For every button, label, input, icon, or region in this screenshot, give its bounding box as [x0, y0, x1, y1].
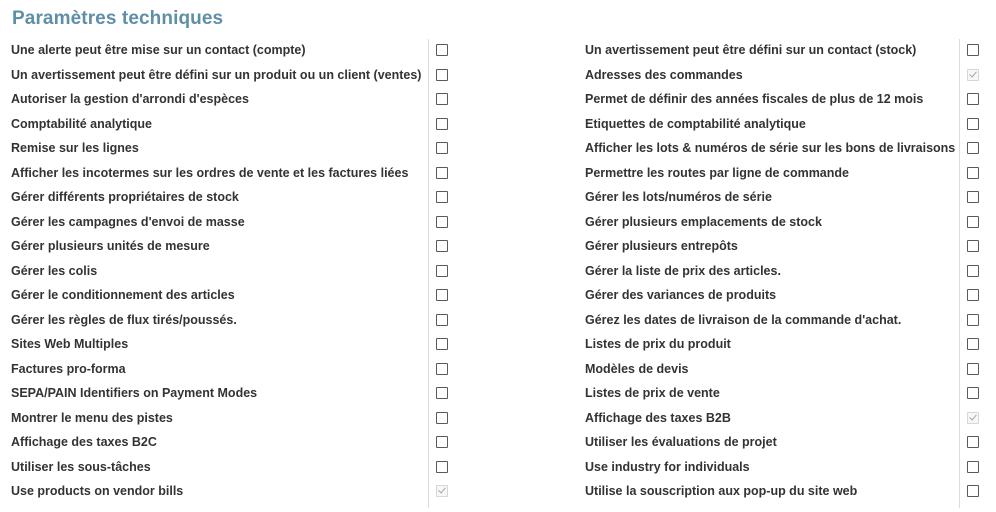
setting-checkbox[interactable]: [436, 485, 448, 497]
setting-row-adresses-des-commandes: [574, 64, 984, 89]
setting-row-use-industry-for-individuals: [574, 456, 984, 481]
setting-checkbox[interactable]: [436, 412, 448, 424]
settings-group-left: [0, 39, 456, 508]
setting-checkbox[interactable]: [436, 93, 448, 105]
setting-row-listes-de-prix-de-vente: [574, 382, 984, 407]
setting-label: Gérer plusieurs entrepôts: [585, 239, 738, 253]
setting-label: Listes de prix du produit: [585, 337, 731, 351]
setting-checkbox[interactable]: [967, 485, 979, 497]
setting-checkbox[interactable]: [967, 314, 979, 326]
setting-row-modeles-de-devis: [574, 358, 984, 383]
setting-label: Remise sur les lignes: [11, 141, 139, 155]
setting-label: Autoriser la gestion d'arrondi d'espèces: [11, 92, 249, 106]
setting-label: Gérer les campagnes d'envoi de masse: [11, 214, 245, 229]
setting-checkbox[interactable]: [967, 387, 979, 399]
setting-row-sites-web-multiples: [0, 333, 456, 358]
setting-label: Gérer des variances de produits: [585, 288, 777, 302]
setting-checkbox[interactable]: [436, 436, 448, 448]
setting-checkbox[interactable]: [967, 240, 979, 252]
setting-checkbox[interactable]: [436, 44, 448, 56]
setting-row-afficher-les-lots-numeros-de-serie-sur-l: [574, 137, 984, 162]
setting-label: Use industry for individuals: [585, 459, 750, 474]
setting-label: Gérer la liste de prix des articles.: [585, 263, 781, 278]
setting-checkbox[interactable]: [436, 240, 448, 252]
setting-row-un-avertissement-peut-etre-defini-sur-un: [0, 64, 456, 89]
setting-checkbox[interactable]: [967, 167, 979, 179]
setting-row-gerer-des-variances-de-produits: [574, 284, 984, 309]
setting-checkbox[interactable]: [967, 363, 979, 375]
setting-checkbox[interactable]: [967, 69, 979, 81]
setting-label: Utilise la souscription aux pop-up du site web: [585, 484, 858, 498]
setting-label: Listes de prix de vente: [585, 386, 720, 400]
page-title: Paramètres techniques: [12, 8, 224, 29]
setting-label: Affichage des taxes B2B: [585, 410, 731, 425]
setting-label: Gérer plusieurs emplacements de stock: [585, 214, 822, 229]
setting-checkbox[interactable]: [967, 191, 979, 203]
setting-label: Utiliser les sous-tâches: [11, 459, 151, 474]
setting-label: Permettre les routes par ligne de commande: [585, 165, 849, 180]
setting-row-gerer-plusieurs-emplacements-de-stock: [574, 211, 984, 236]
setting-row-use-products-on-vendor-bills: [0, 480, 456, 505]
setting-label: Un avertissement peut être défini sur un produit ou un client (ventes): [11, 67, 422, 82]
setting-row-comptabilite-analytique: [0, 113, 456, 138]
setting-label: Afficher les lots & numéros de série sur les bons de livraisons: [585, 141, 956, 155]
setting-checkbox[interactable]: [436, 338, 448, 350]
setting-label: Sites Web Multiples: [11, 337, 129, 351]
setting-label: Gérer le conditionnement des articles: [11, 288, 235, 302]
setting-row-affichage-des-taxes-b2b: [574, 407, 984, 432]
setting-row-permet-de-definir-des-annees-fiscales-de: [574, 88, 984, 113]
setting-checkbox[interactable]: [436, 265, 448, 277]
setting-row-gerer-les-campagnes-d-envoi-de-masse: [0, 211, 456, 236]
setting-label: Factures pro-forma: [11, 361, 126, 376]
setting-checkbox[interactable]: [967, 216, 979, 228]
setting-row-gerer-les-regles-de-flux-tires-pousses: [0, 309, 456, 334]
setting-label: SEPA/PAIN Identifiers on Payment Modes: [11, 386, 258, 400]
setting-checkbox[interactable]: [967, 338, 979, 350]
setting-row-un-avertissement-peut-etre-defini-sur-un: [574, 39, 984, 64]
setting-label: Montrer le menu des pistes: [11, 410, 173, 425]
setting-row-utilise-la-souscription-aux-pop-up-du-si: [574, 480, 984, 505]
setting-checkbox[interactable]: [967, 93, 979, 105]
setting-row-listes-de-prix-du-produit: [574, 333, 984, 358]
setting-checkbox[interactable]: [967, 412, 979, 424]
setting-label: Adresses des commandes: [585, 67, 743, 82]
setting-row-remise-sur-les-lignes: [0, 137, 456, 162]
setting-row-factures-pro-forma: [0, 358, 456, 383]
setting-row-gerer-les-lots-numeros-de-serie: [574, 186, 984, 211]
setting-checkbox[interactable]: [436, 191, 448, 203]
setting-label: Un avertissement peut être défini sur un contact (stock): [585, 43, 917, 57]
setting-checkbox[interactable]: [436, 289, 448, 301]
setting-label: Gérer plusieurs unités de mesure: [11, 239, 210, 253]
setting-checkbox[interactable]: [436, 461, 448, 473]
setting-label: Use products on vendor bills: [11, 484, 184, 498]
setting-label: Gérer les colis: [11, 263, 98, 278]
setting-row-gerer-la-liste-de-prix-des-articles: [574, 260, 984, 285]
setting-row-une-alerte-peut-etre-mise-sur-un-contact: [0, 39, 456, 64]
setting-checkbox[interactable]: [436, 387, 448, 399]
settings-group-right: [574, 39, 984, 508]
setting-row-gerez-les-dates-de-livraison-de-la-comma: [574, 309, 984, 334]
setting-row-utiliser-les-evaluations-de-projet: [574, 431, 984, 456]
setting-checkbox[interactable]: [967, 289, 979, 301]
setting-row-gerer-plusieurs-unites-de-mesure: [0, 235, 456, 260]
setting-checkbox[interactable]: [436, 314, 448, 326]
setting-row-gerer-les-colis: [0, 260, 456, 285]
setting-checkbox[interactable]: [436, 167, 448, 179]
setting-row-afficher-les-incotermes-sur-les-ordres-d: [0, 162, 456, 187]
setting-row-sepa-pain-identifiers-on-payment-modes: [0, 382, 456, 407]
setting-label: Etiquettes de comptabilité analytique: [585, 116, 806, 131]
setting-checkbox[interactable]: [967, 142, 979, 154]
setting-checkbox[interactable]: [436, 142, 448, 154]
setting-row-montrer-le-menu-des-pistes: [0, 407, 456, 432]
setting-label: Gérer différents propriétaires de stock: [11, 190, 239, 204]
setting-row-gerer-le-conditionnement-des-articles: [0, 284, 456, 309]
setting-label: Comptabilité analytique: [11, 116, 152, 131]
setting-label: Gérer les règles de flux tirés/poussés.: [11, 312, 237, 327]
setting-row-gerer-differents-proprietaires-de-stock: [0, 186, 456, 211]
setting-checkbox[interactable]: [967, 118, 979, 130]
setting-checkbox[interactable]: [967, 265, 979, 277]
setting-checkbox[interactable]: [967, 436, 979, 448]
setting-checkbox[interactable]: [967, 461, 979, 473]
setting-row-utiliser-les-sous-taches: [0, 456, 456, 481]
setting-label: Affichage des taxes B2C: [11, 435, 157, 449]
setting-row-permettre-les-routes-par-ligne-de-comman: [574, 162, 984, 187]
setting-label: Afficher les incotermes sur les ordres de vente et les factures liées: [11, 165, 409, 180]
setting-row-affichage-des-taxes-b2c: [0, 431, 456, 456]
setting-label: Permet de définir des années fiscales de plus de 12 mois: [585, 92, 924, 106]
setting-label: Modèles de devis: [585, 361, 689, 376]
setting-row-etiquettes-de-comptabilite-analytique: [574, 113, 984, 138]
setting-row-gerer-plusieurs-entrepots: [574, 235, 984, 260]
setting-checkbox[interactable]: [436, 69, 448, 81]
setting-label: Une alerte peut être mise sur un contact (compte): [11, 43, 306, 57]
setting-label: Utiliser les évaluations de projet: [585, 435, 777, 449]
setting-label: Gérez les dates de livraison de la commande d'achat.: [585, 312, 902, 327]
setting-checkbox[interactable]: [436, 118, 448, 130]
setting-row-autoriser-la-gestion-d-arrondi-d-especes: [0, 88, 456, 113]
setting-checkbox[interactable]: [967, 44, 979, 56]
setting-label: Gérer les lots/numéros de série: [585, 190, 772, 204]
setting-checkbox[interactable]: [436, 363, 448, 375]
setting-checkbox[interactable]: [436, 216, 448, 228]
